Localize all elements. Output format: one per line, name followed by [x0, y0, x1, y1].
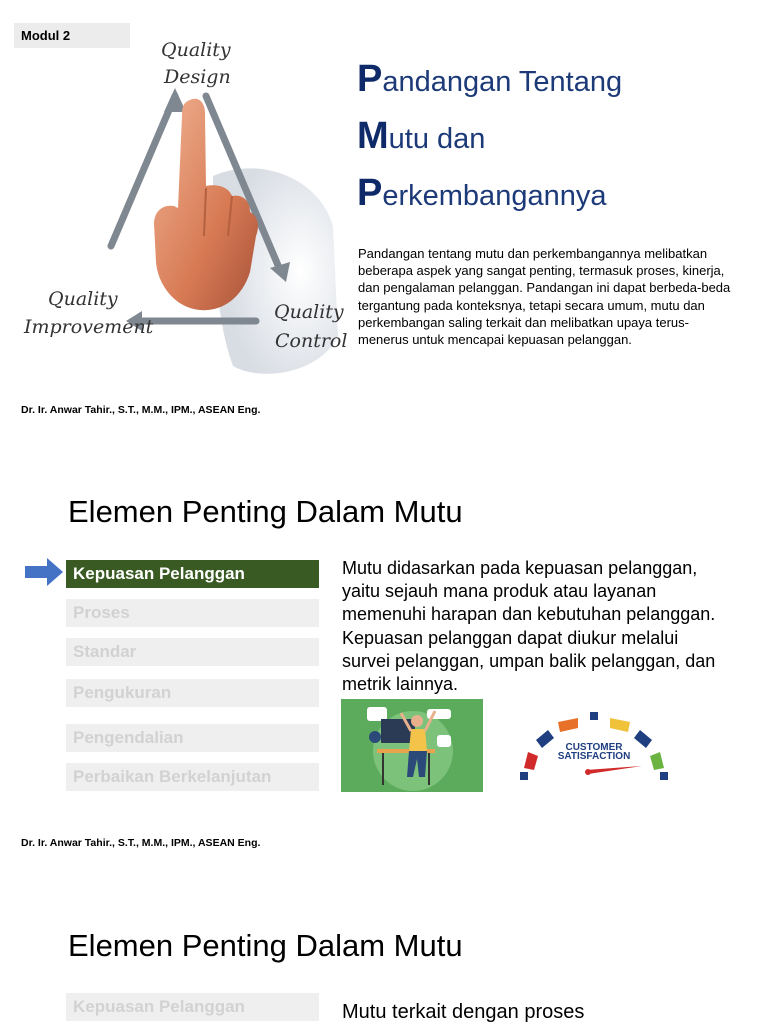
right-arrow-icon — [25, 558, 63, 586]
cycle-label-control-2: Control — [275, 330, 348, 352]
section-title: Elemen Penting Dalam Mutu — [68, 494, 463, 529]
menu-item-standar[interactable]: Standar — [66, 638, 319, 666]
menu-item-pengendalian[interactable]: Pengendalian — [66, 724, 319, 752]
author-footer-2: Dr. Ir. Anwar Tahir., S.T., M.M., IPM., ASEAN Eng. — [21, 837, 261, 849]
section-description-2: Mutu terkait dengan proses — [342, 1001, 585, 1023]
customer-satisfaction-gauge — [516, 712, 672, 784]
cycle-label-control-1: Quality — [274, 301, 344, 323]
section-description: Mutu didasarkan pada kepuasan pelanggan, yaitu sejauh mana produk atau layanan memenuhi harapan dan kebutuhan pelanggan. Kepuasan pelanggan dapat diukur melalui survei pelanggan, umpan balik pelanggan, dan metrik lainnya. — [342, 558, 716, 695]
page-title — [357, 52, 622, 223]
gauge-title-2: SATISFACTION — [557, 751, 631, 762]
customer-feedback-illustration — [341, 699, 483, 792]
menu-item-kepuasan-pelanggan-2[interactable]: Kepuasan Pelanggan — [66, 993, 319, 1021]
intro-paragraph: Pandangan tentang mutu dan perkembangannya melibatkan beberapa aspek yang sangat penting, termasuk proses, kinerja, dan pengalaman pelanggan. Pandangan ini dapat berbeda-beda tergantung pada konteksnya, tetapi secara umum, mutu dan perkembangan saling terkait dan melibatkan upaya terus-menerus untuk mencapai kepuasan pelanggan. — [358, 246, 731, 348]
title-line-3: Perkembangannya — [357, 172, 607, 214]
cycle-label-improvement-2: Improvement — [24, 316, 154, 338]
menu-item-pengukuran[interactable]: Pengukuran — [66, 679, 319, 707]
author-footer: Dr. Ir. Anwar Tahir., S.T., M.M., IPM., ASEAN Eng. — [21, 404, 261, 416]
title-line-2: Mutu dan — [357, 115, 486, 157]
module-tag: Modul 2 — [14, 23, 130, 48]
cycle-label-improvement-1: Quality — [48, 288, 118, 310]
menu-item-proses[interactable]: Proses — [66, 599, 319, 627]
title-line-1: Pandangan Tentang — [357, 58, 623, 100]
cycle-label-design-2: Design — [164, 66, 231, 88]
section-title-2: Elemen Penting Dalam Mutu — [68, 928, 463, 963]
cycle-label-design-1: Quality — [161, 39, 231, 61]
menu-item-kepuasan-pelanggan[interactable]: Kepuasan Pelanggan — [66, 560, 319, 588]
gauge-title-1: CUSTOMER — [565, 742, 623, 753]
menu-item-perbaikan-berkelanjutan[interactable]: Perbaikan Berkelanjutan — [66, 763, 319, 791]
quality-cycle-image — [18, 36, 348, 382]
